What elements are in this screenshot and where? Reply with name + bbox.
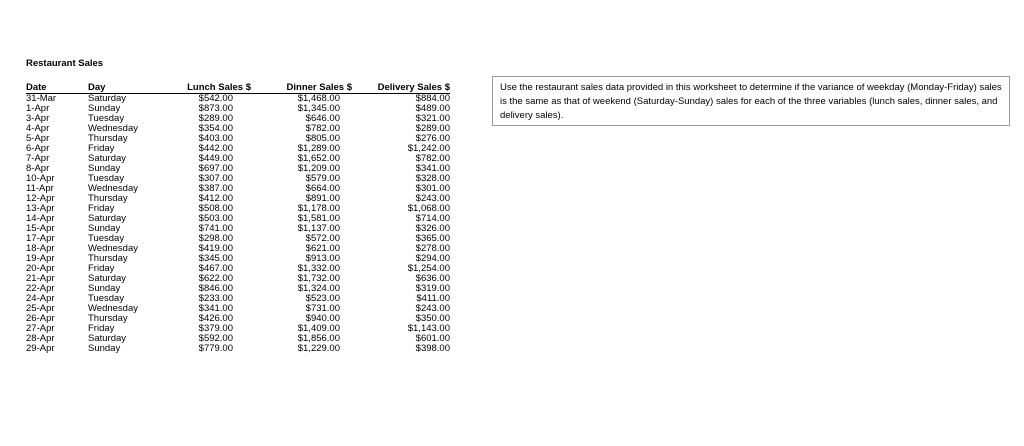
- cell-delivery-sales[interactable]: $328.00: [415, 173, 450, 184]
- cell-delivery-sales[interactable]: $1,242.00: [407, 143, 450, 154]
- cell-delivery-sales[interactable]: $319.00: [415, 283, 450, 294]
- cell-date[interactable]: 5-Apr: [26, 133, 50, 144]
- cell-day[interactable]: Wednesday: [88, 183, 138, 194]
- cell-lunch-sales[interactable]: $442.00: [198, 143, 233, 154]
- cell-lunch-sales[interactable]: $873.00: [198, 103, 233, 114]
- cell-day[interactable]: Friday: [88, 263, 115, 274]
- cell-lunch-sales[interactable]: $289.00: [198, 113, 233, 124]
- cell-date[interactable]: 22-Apr: [26, 283, 55, 294]
- cell-date[interactable]: 15-Apr: [26, 223, 55, 234]
- cell-date[interactable]: 4-Apr: [26, 123, 50, 134]
- cell-lunch-sales[interactable]: $508.00: [198, 203, 233, 214]
- cell-delivery-sales[interactable]: $294.00: [415, 253, 450, 264]
- cell-date[interactable]: 24-Apr: [26, 293, 55, 304]
- cell-delivery-sales[interactable]: $301.00: [415, 183, 450, 194]
- cell-date[interactable]: 3-Apr: [26, 113, 50, 124]
- cell-dinner-sales[interactable]: $1,229.00: [297, 343, 340, 354]
- cell-day[interactable]: Saturday: [88, 93, 127, 104]
- cell-delivery-sales[interactable]: $884.00: [415, 93, 450, 104]
- cell-delivery-sales[interactable]: $411.00: [416, 293, 450, 304]
- cell-date[interactable]: 27-Apr: [26, 323, 55, 334]
- cell-dinner-sales[interactable]: $1,409.00: [297, 323, 340, 334]
- cell-day[interactable]: Sunday: [88, 103, 121, 114]
- cell-date[interactable]: 31-Mar: [26, 93, 57, 104]
- table-row: [26, 344, 450, 354]
- header-date[interactable]: Date: [26, 81, 47, 93]
- cell-dinner-sales[interactable]: $1,581.00: [297, 213, 340, 224]
- cell-delivery-sales[interactable]: $489.00: [415, 103, 450, 114]
- cell-date[interactable]: 14-Apr: [26, 213, 55, 224]
- cell-date[interactable]: 7-Apr: [26, 153, 50, 164]
- cell-lunch-sales[interactable]: $419.00: [198, 243, 233, 254]
- cell-dinner-sales[interactable]: $1,178.00: [297, 203, 340, 214]
- cell-lunch-sales[interactable]: $379.00: [198, 323, 233, 334]
- cell-lunch-sales[interactable]: $298.00: [198, 233, 233, 244]
- cell-delivery-sales[interactable]: $341.00: [415, 163, 450, 174]
- cell-dinner-sales[interactable]: $1,345.00: [297, 103, 340, 114]
- cell-dinner-sales[interactable]: $913.00: [305, 253, 340, 264]
- cell-day[interactable]: Saturday: [88, 333, 127, 344]
- cell-dinner-sales[interactable]: $1,332.00: [297, 263, 340, 274]
- cell-dinner-sales[interactable]: $1,468.00: [297, 93, 340, 104]
- cell-day[interactable]: Saturday: [88, 273, 127, 284]
- cell-dinner-sales[interactable]: $1,137.00: [297, 223, 340, 234]
- cell-day[interactable]: Thursday: [88, 133, 128, 144]
- cell-dinner-sales[interactable]: $805.00: [305, 133, 340, 144]
- cell-day[interactable]: Saturday: [88, 153, 127, 164]
- cell-delivery-sales[interactable]: $1,254.00: [407, 263, 450, 274]
- cell-lunch-sales[interactable]: $341.00: [198, 303, 233, 314]
- cell-lunch-sales[interactable]: $345.00: [198, 253, 233, 264]
- cell-delivery-sales[interactable]: $398.00: [415, 343, 450, 354]
- cell-day[interactable]: Thursday: [88, 253, 128, 264]
- cell-day[interactable]: Sunday: [88, 283, 121, 294]
- cell-delivery-sales[interactable]: $243.00: [415, 193, 450, 204]
- cell-day[interactable]: Tuesday: [88, 173, 125, 184]
- cell-date[interactable]: 12-Apr: [26, 193, 55, 204]
- cell-lunch-sales[interactable]: $449.00: [198, 153, 233, 164]
- cell-dinner-sales[interactable]: $572.00: [305, 233, 340, 244]
- cell-day[interactable]: Tuesday: [88, 233, 125, 244]
- cell-date[interactable]: 26-Apr: [26, 313, 55, 324]
- cell-day[interactable]: Tuesday: [88, 293, 125, 304]
- cell-lunch-sales[interactable]: $403.00: [198, 133, 233, 144]
- cell-date[interactable]: 1-Apr: [26, 103, 50, 114]
- cell-delivery-sales[interactable]: $365.00: [415, 233, 450, 244]
- cell-lunch-sales[interactable]: $307.00: [198, 173, 233, 184]
- cell-day[interactable]: Wednesday: [88, 303, 138, 314]
- cell-dinner-sales[interactable]: $621.00: [305, 243, 340, 254]
- cell-day[interactable]: Thursday: [88, 193, 128, 204]
- cell-delivery-sales[interactable]: $601.00: [415, 333, 450, 344]
- cell-lunch-sales[interactable]: $426.00: [198, 313, 233, 324]
- instruction-textbox[interactable]: Use the restaurant sales data provided in this worksheet to determine if the variance of weekday (Monday-Friday) sales is the same as that of weekend (Saturday-Sunday) sales for each of the three variables (lunch sales, dinner sales, and delivery sales).: [492, 76, 1010, 126]
- cell-delivery-sales[interactable]: $276.00: [415, 133, 450, 144]
- cell-dinner-sales[interactable]: $523.00: [305, 293, 340, 304]
- cell-day[interactable]: Wednesday: [88, 123, 138, 134]
- cell-dinner-sales[interactable]: $731.00: [305, 303, 340, 314]
- cell-lunch-sales[interactable]: $779.00: [198, 343, 233, 354]
- cell-delivery-sales[interactable]: $243.00: [415, 303, 450, 314]
- cell-lunch-sales[interactable]: $542.00: [198, 93, 233, 104]
- cell-date[interactable]: 21-Apr: [26, 273, 55, 284]
- cell-delivery-sales[interactable]: $326.00: [415, 223, 450, 234]
- cell-date[interactable]: 17-Apr: [26, 233, 55, 244]
- cell-delivery-sales[interactable]: $321.00: [415, 113, 450, 124]
- cell-dinner-sales[interactable]: $646.00: [305, 113, 340, 124]
- sheet-title: Restaurant Sales: [26, 58, 104, 69]
- header-delivery-sales[interactable]: Delivery Sales $: [377, 81, 450, 93]
- cell-delivery-sales[interactable]: $636.00: [415, 273, 450, 284]
- cell-lunch-sales[interactable]: $622.00: [198, 273, 233, 284]
- cell-day[interactable]: Friday: [88, 203, 115, 214]
- cell-delivery-sales[interactable]: $1,068.00: [407, 203, 450, 214]
- cell-date[interactable]: 19-Apr: [26, 253, 55, 264]
- header-dinner-sales[interactable]: Dinner Sales $: [286, 81, 352, 93]
- cell-day[interactable]: Friday: [88, 323, 115, 334]
- cell-dinner-sales[interactable]: $891.00: [305, 193, 340, 204]
- cell-day[interactable]: Friday: [88, 143, 115, 154]
- cell-date[interactable]: 13-Apr: [26, 203, 55, 214]
- cell-delivery-sales[interactable]: $289.00: [415, 123, 450, 134]
- cell-dinner-sales[interactable]: $664.00: [305, 183, 340, 194]
- cell-dinner-sales[interactable]: $940.00: [305, 313, 340, 324]
- cell-day[interactable]: Thursday: [88, 313, 128, 324]
- header-row: [26, 82, 450, 94]
- cell-delivery-sales[interactable]: $350.00: [415, 313, 450, 324]
- cell-date[interactable]: 11-Apr: [26, 183, 54, 194]
- cell-dinner-sales[interactable]: $579.00: [305, 173, 340, 184]
- cell-delivery-sales[interactable]: $1,143.00: [407, 323, 450, 334]
- cell-dinner-sales[interactable]: $1,732.00: [297, 273, 340, 284]
- header-day[interactable]: Day: [88, 81, 106, 93]
- cell-delivery-sales[interactable]: $714.00: [415, 213, 450, 224]
- cell-lunch-sales[interactable]: $846.00: [198, 283, 233, 294]
- cell-lunch-sales[interactable]: $412.00: [198, 193, 233, 204]
- cell-lunch-sales[interactable]: $467.00: [198, 263, 233, 274]
- cell-dinner-sales[interactable]: $1,856.00: [297, 333, 340, 344]
- cell-date[interactable]: 6-Apr: [26, 143, 50, 154]
- cell-date[interactable]: 29-Apr: [26, 343, 55, 354]
- cell-date[interactable]: 10-Apr: [26, 173, 55, 184]
- cell-lunch-sales[interactable]: $503.00: [198, 213, 233, 224]
- cell-day[interactable]: Wednesday: [88, 243, 138, 254]
- header-lunch-sales[interactable]: Lunch Sales $: [187, 81, 251, 93]
- cell-lunch-sales[interactable]: $741.00: [198, 223, 233, 234]
- cell-day[interactable]: Saturday: [88, 213, 127, 224]
- cell-lunch-sales[interactable]: $233.00: [198, 293, 233, 304]
- cell-delivery-sales[interactable]: $782.00: [415, 153, 450, 164]
- cell-lunch-sales[interactable]: $697.00: [198, 163, 233, 174]
- cell-date[interactable]: 25-Apr: [26, 303, 55, 314]
- cell-date[interactable]: 18-Apr: [26, 243, 55, 254]
- cell-lunch-sales[interactable]: $592.00: [198, 333, 233, 344]
- cell-day[interactable]: Sunday: [88, 163, 121, 174]
- cell-dinner-sales[interactable]: $1,324.00: [297, 283, 340, 294]
- cell-dinner-sales[interactable]: $782.00: [305, 123, 340, 134]
- cell-date[interactable]: 20-Apr: [26, 263, 55, 274]
- cell-date[interactable]: 8-Apr: [26, 163, 50, 174]
- sales-table: [26, 82, 450, 354]
- cell-date[interactable]: 28-Apr: [26, 333, 55, 344]
- cell-day[interactable]: Sunday: [88, 223, 121, 234]
- cell-day[interactable]: Tuesday: [88, 113, 125, 124]
- cell-lunch-sales[interactable]: $354.00: [198, 123, 233, 134]
- cell-dinner-sales[interactable]: $1,209.00: [297, 163, 340, 174]
- cell-dinner-sales[interactable]: $1,652.00: [297, 153, 340, 164]
- cell-delivery-sales[interactable]: $278.00: [415, 243, 450, 254]
- table-body: [26, 94, 450, 355]
- cell-lunch-sales[interactable]: $387.00: [198, 183, 233, 194]
- cell-day[interactable]: Sunday: [88, 343, 121, 354]
- cell-dinner-sales[interactable]: $1,289.00: [297, 143, 340, 154]
